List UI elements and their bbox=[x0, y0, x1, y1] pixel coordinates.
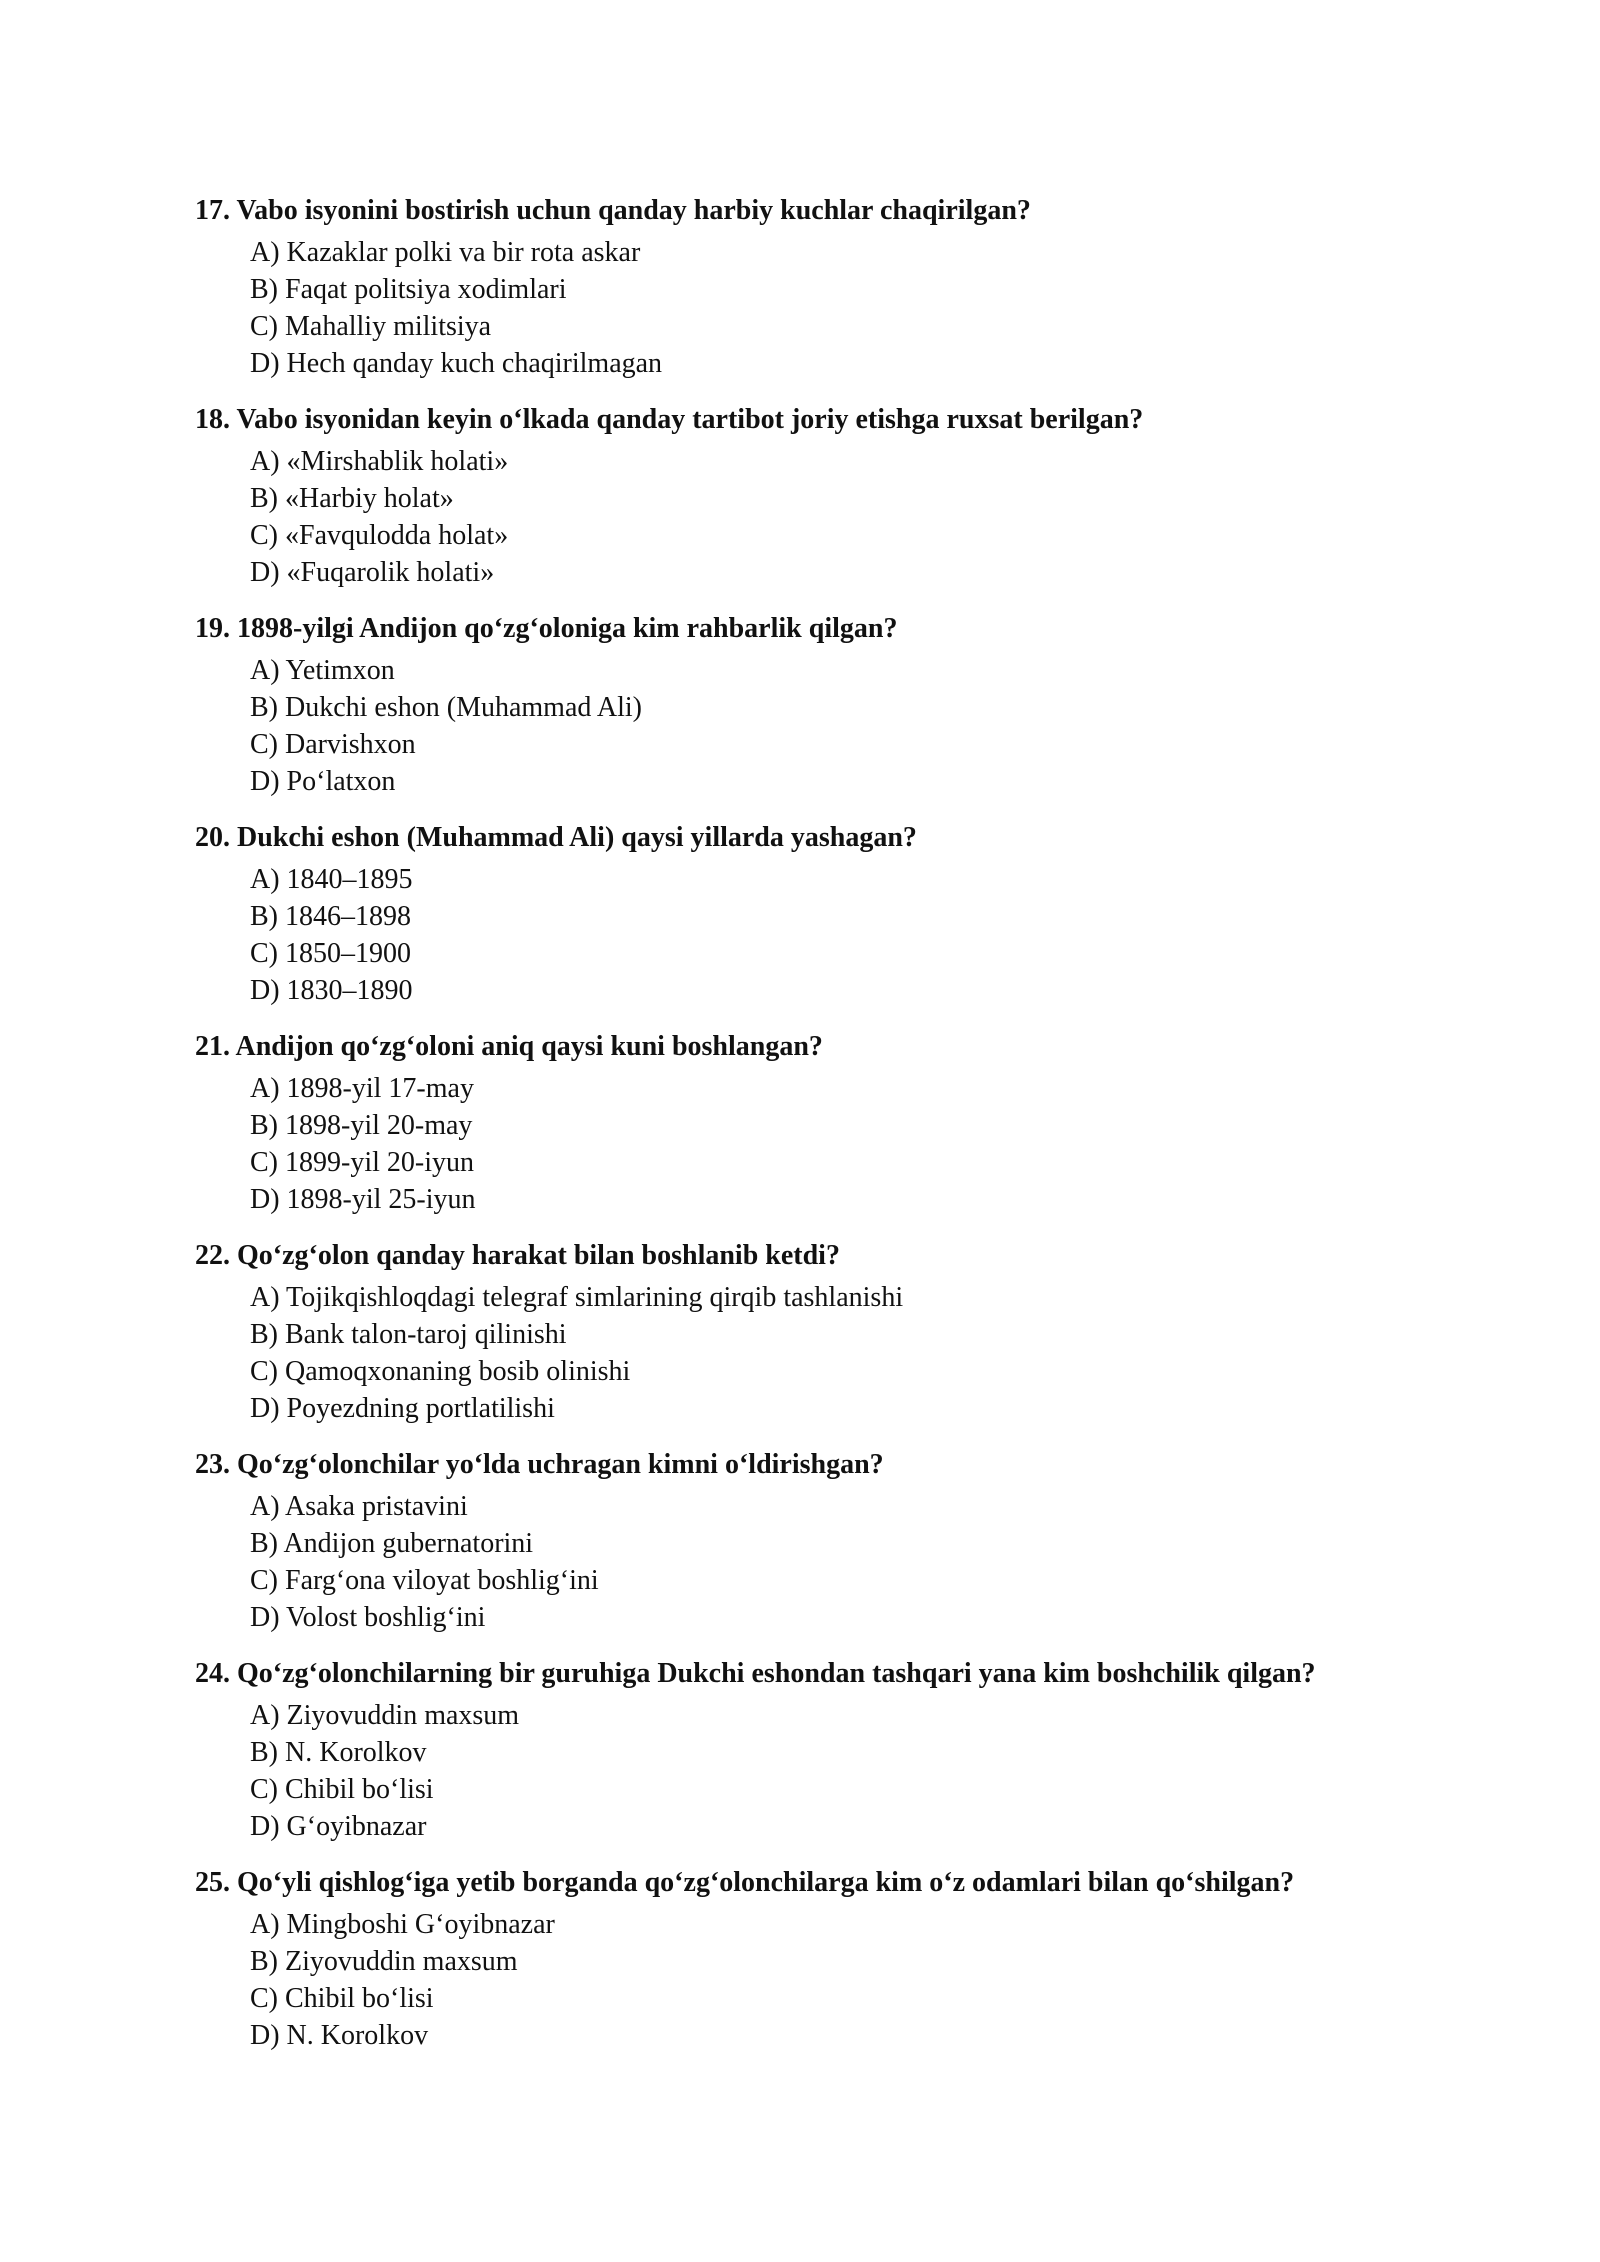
question-19 bbox=[195, 610, 1475, 819]
answer-options bbox=[195, 1070, 1475, 1218]
question-18 bbox=[195, 401, 1475, 610]
answer-option-b: B) Bank talon-taroj qilinishi bbox=[250, 1319, 567, 1350]
question-number: 23. bbox=[195, 1449, 230, 1480]
answer-option-c: C) Mahalliy militsiya bbox=[250, 311, 492, 342]
answer-option-a: A) «Mirshablik holati» bbox=[250, 446, 509, 477]
question-number: 18. bbox=[195, 404, 230, 435]
answer-option-d: D) Poyezdning portlatilishi bbox=[250, 1393, 555, 1424]
question-text: Vabo isyonidan keyin o‘lkada qanday tartibot joriy etishga ruxsat berilgan? bbox=[236, 404, 1144, 435]
answer-option-b: B) Ziyovuddin maxsum bbox=[250, 1946, 518, 1977]
answer-options bbox=[195, 234, 1475, 382]
question-title bbox=[195, 610, 1475, 648]
question-title bbox=[195, 1237, 1475, 1275]
answer-options bbox=[195, 1279, 1475, 1427]
question-number: 25. bbox=[195, 1867, 230, 1898]
answer-option-d: D) Po‘latxon bbox=[250, 766, 396, 797]
answer-option-a: A) 1898-yil 17-may bbox=[250, 1073, 474, 1104]
answer-option-a: A) Kazaklar polki va bir rota askar bbox=[250, 237, 641, 268]
question-number: 21. bbox=[195, 1031, 230, 1062]
question-title bbox=[195, 1028, 1475, 1066]
question-text: Dukchi eshon (Muhammad Ali) qaysi yillarda yashagan? bbox=[237, 822, 917, 853]
question-list bbox=[195, 192, 1475, 2073]
question-25 bbox=[195, 1864, 1475, 2073]
question-24 bbox=[195, 1655, 1475, 1864]
question-text: Andijon qo‘zg‘oloni aniq qaysi kuni boshlangan? bbox=[235, 1031, 823, 1062]
answer-options bbox=[195, 1906, 1475, 2054]
answer-option-c: C) Chibil bo‘lisi bbox=[250, 1774, 434, 1805]
question-21 bbox=[195, 1028, 1475, 1237]
question-17 bbox=[195, 192, 1475, 401]
question-title bbox=[195, 1446, 1475, 1484]
answer-options bbox=[195, 1697, 1475, 1845]
question-text: Qo‘zg‘olonchilarning bir guruhiga Dukchi eshondan tashqari yana kim boshchilik qilgan? bbox=[237, 1658, 1316, 1689]
answer-option-b: B) «Harbiy holat» bbox=[250, 483, 454, 514]
answer-option-d: D) «Fuqarolik holati» bbox=[250, 557, 495, 588]
question-number: 22. bbox=[195, 1240, 230, 1271]
answer-option-c: C) Farg‘ona viloyat boshlig‘ini bbox=[250, 1565, 599, 1596]
question-text: Qo‘yli qishlog‘iga yetib borganda qo‘zg‘olonchilarga kim o‘z odamlari bilan qo‘shilgan? bbox=[237, 1867, 1295, 1898]
question-title bbox=[195, 1655, 1475, 1693]
answer-option-b: B) Dukchi eshon (Muhammad Ali) bbox=[250, 692, 642, 723]
answer-option-d: D) G‘oyibnazar bbox=[250, 1811, 427, 1842]
question-number: 19. bbox=[195, 613, 230, 644]
answer-options bbox=[195, 861, 1475, 1009]
answer-option-a: A) Mingboshi G‘oyibnazar bbox=[250, 1909, 555, 1940]
question-text: 1898-yilgi Andijon qo‘zg‘oloniga kim rahbarlik qilgan? bbox=[237, 613, 898, 644]
answer-option-b: B) 1846–1898 bbox=[250, 901, 411, 932]
question-title bbox=[195, 819, 1475, 857]
answer-options bbox=[195, 652, 1475, 800]
answer-option-b: B) N. Korolkov bbox=[250, 1737, 427, 1768]
answer-option-a: A) Yetimxon bbox=[250, 655, 395, 686]
answer-option-d: D) 1898-yil 25-iyun bbox=[250, 1184, 476, 1215]
question-title bbox=[195, 192, 1475, 230]
question-text: Vabo isyonini bostirish uchun qanday harbiy kuchlar chaqirilgan? bbox=[236, 195, 1031, 226]
question-title bbox=[195, 401, 1475, 439]
question-number: 17. bbox=[195, 195, 230, 226]
question-text: Qo‘zg‘olon qanday harakat bilan boshlanib ketdi? bbox=[237, 1240, 840, 1271]
answer-option-d: D) Hech qanday kuch chaqirilmagan bbox=[250, 348, 663, 379]
answer-option-c: C) Darvishxon bbox=[250, 729, 416, 760]
answer-option-a: A) Ziyovuddin maxsum bbox=[250, 1700, 520, 1731]
answer-option-d: D) 1830–1890 bbox=[250, 975, 413, 1006]
answer-option-b: B) Faqat politsiya xodimlari bbox=[250, 274, 567, 305]
question-20 bbox=[195, 819, 1475, 1028]
answer-option-c: C) 1850–1900 bbox=[250, 938, 411, 969]
answer-option-c: C) Qamoqxonaning bosib olinishi bbox=[250, 1356, 631, 1387]
answer-options bbox=[195, 1488, 1475, 1636]
question-text: Qo‘zg‘olonchilar yo‘lda uchragan kimni o‘ldirishgan? bbox=[237, 1449, 884, 1480]
answer-option-b: B) 1898-yil 20-may bbox=[250, 1110, 473, 1141]
answer-option-a: A) 1840–1895 bbox=[250, 864, 413, 895]
answer-option-a: A) Asaka pristavini bbox=[250, 1491, 468, 1522]
answer-options bbox=[195, 443, 1475, 591]
answer-option-d: D) N. Korolkov bbox=[250, 2020, 429, 2051]
answer-option-d: D) Volost boshlig‘ini bbox=[250, 1602, 486, 1633]
answer-option-c: C) «Favqulodda holat» bbox=[250, 520, 509, 551]
answer-option-c: C) Chibil bo‘lisi bbox=[250, 1983, 434, 2014]
answer-option-c: C) 1899-yil 20-iyun bbox=[250, 1147, 474, 1178]
question-23 bbox=[195, 1446, 1475, 1655]
question-number: 20. bbox=[195, 822, 230, 853]
answer-option-a: A) Tojikqishloqdagi telegraf simlarining qirqib tashlanishi bbox=[250, 1282, 904, 1313]
answer-option-b: B) Andijon gubernatorini bbox=[250, 1528, 534, 1559]
question-22 bbox=[195, 1237, 1475, 1446]
question-title bbox=[195, 1864, 1475, 1902]
question-number: 24. bbox=[195, 1658, 230, 1689]
